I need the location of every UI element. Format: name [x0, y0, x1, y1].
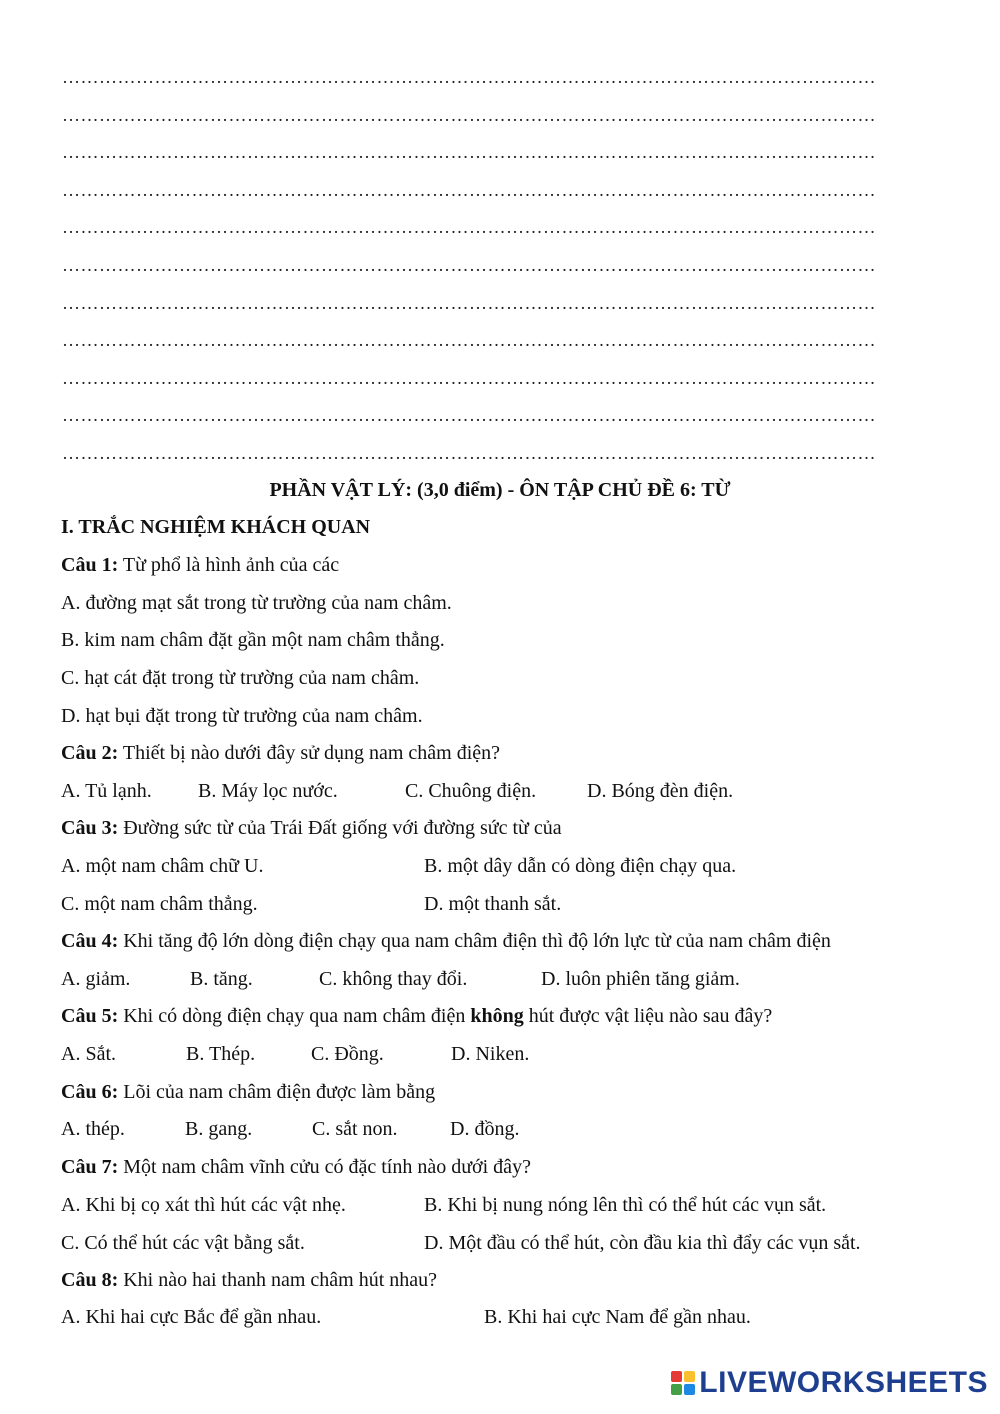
- q7-option-d: D. Một đầu có thể hút, còn đầu kia thì đẩy các vụn sắt.: [424, 1232, 861, 1254]
- page-title: PHẦN VẬT LÝ: (3,0 điểm) - ÔN TẬP CHỦ ĐỀ 6: TỪ: [269, 479, 731, 501]
- q4-option-b: B. tăng.: [190, 968, 253, 990]
- q1-option-b: B. kim nam châm đặt gần một nam châm thẳng.: [61, 629, 445, 651]
- q7-option-c: C. Có thể hút các vật bằng sắt.: [61, 1232, 305, 1254]
- logo-square-green: [671, 1384, 682, 1395]
- q2-option-c: C. Chuông điện.: [405, 780, 537, 802]
- q3-option-d: D. một thanh sắt.: [424, 893, 562, 915]
- section-heading: I. TRẮC NGHIỆM KHÁCH QUAN: [61, 516, 371, 538]
- question-emphasis: không: [470, 1005, 524, 1027]
- question-label: Câu 5:: [61, 1005, 119, 1027]
- answer-line: ……………………………………………………………………………………………………………………: [62, 367, 876, 388]
- answer-line: ……………………………………………………………………………………………………………………: [62, 67, 876, 87]
- question-2: [61, 741, 500, 765]
- question-text: Khi có dòng điện chạy qua nam châm điện: [118, 1005, 471, 1027]
- question-text: Khi nào hai thanh nam châm hút nhau?: [118, 1269, 438, 1291]
- question-label: Câu 2:: [61, 742, 119, 764]
- question-text: Một nam châm vĩnh cửu có đặc tính nào dưới đây?: [118, 1156, 531, 1178]
- q8-option-b: B. Khi hai cực Nam để gần nhau.: [484, 1306, 751, 1328]
- question-5: [61, 1004, 772, 1028]
- logo-square-yellow: [684, 1371, 695, 1382]
- answer-line: ……………………………………………………………………………………………………………………: [62, 104, 876, 125]
- answer-line: ……………………………………………………………………………………………………………………: [62, 330, 876, 351]
- q3-option-a: A. một nam châm chữ U.: [61, 855, 264, 877]
- q5-option-b: B. Thép.: [186, 1043, 256, 1065]
- q3-option-b: B. một dây dẫn có dòng điện chạy qua.: [424, 855, 737, 877]
- q6-option-d: D. đồng.: [450, 1118, 520, 1140]
- q5-option-c: C. Đồng.: [311, 1043, 384, 1065]
- question-text: Lõi của nam châm điện được làm bằng: [118, 1081, 436, 1103]
- q6-option-a: A. thép.: [61, 1118, 125, 1140]
- liveworksheets-wordmark: LIVEWORKSHEETS: [699, 1366, 988, 1399]
- question-7: [61, 1155, 531, 1179]
- q4-option-d: D. luôn phiên tăng giảm.: [541, 968, 740, 990]
- answer-line: ……………………………………………………………………………………………………………………: [62, 142, 876, 163]
- q7-option-b: B. Khi bị nung nóng lên thì có thể hút các vụn sắt.: [424, 1194, 827, 1216]
- question-text: hút được vật liệu nào sau đây?: [523, 1005, 773, 1027]
- q4-option-a: A. giảm.: [61, 968, 131, 990]
- q1-option-a: A. đường mạt sắt trong từ trường của nam châm.: [61, 592, 452, 614]
- liveworksheets-logo-icon: [671, 1371, 695, 1395]
- logo-square-blue: [684, 1384, 695, 1395]
- q5-option-d: D. Niken.: [451, 1043, 530, 1065]
- q6-option-b: B. gang.: [185, 1118, 253, 1140]
- question-8: [61, 1268, 437, 1292]
- q4-option-c: C. không thay đổi.: [319, 968, 468, 990]
- q2-option-b: B. Máy lọc nước.: [198, 780, 338, 802]
- q5-option-a: A. Sắt.: [61, 1043, 116, 1065]
- q1-option-d: D. hạt bụi đặt trong từ trường của nam châm.: [61, 705, 423, 727]
- question-label: Câu 4:: [61, 930, 119, 952]
- question-text: Khi tăng độ lớn dòng điện chạy qua nam châm điện thì độ lớn lực từ của nam châm điện: [118, 930, 831, 952]
- question-3: [61, 816, 562, 840]
- question-label: Câu 3:: [61, 817, 119, 839]
- q3-option-c: C. một nam châm thẳng.: [61, 893, 258, 915]
- question-text: Từ phổ là hình ảnh của các: [118, 554, 340, 576]
- q8-option-a: A. Khi hai cực Bắc để gần nhau.: [61, 1306, 322, 1328]
- question-6: [61, 1080, 435, 1104]
- answer-line: ……………………………………………………………………………………………………………………: [62, 255, 876, 275]
- question-1: [61, 553, 339, 577]
- q1-option-c: C. hạt cát đặt trong từ trường của nam châm.: [61, 667, 420, 689]
- answer-line: ……………………………………………………………………………………………………………………: [62, 292, 876, 313]
- q2-option-d: D. Bóng đèn điện.: [587, 780, 734, 802]
- question-text: Thiết bị nào dưới đây sử dụng nam châm điện?: [118, 742, 501, 764]
- question-4: [61, 929, 831, 953]
- answer-line: ……………………………………………………………………………………………………………………: [62, 179, 876, 200]
- answer-line: ……………………………………………………………………………………………………………………: [62, 443, 876, 463]
- logo-square-red: [671, 1371, 682, 1382]
- question-text: Đường sức từ của Trái Đất giống với đường sức từ của: [118, 817, 562, 839]
- question-label: Câu 7:: [61, 1156, 119, 1178]
- question-label: Câu 1:: [61, 554, 119, 576]
- answer-line: ……………………………………………………………………………………………………………………: [62, 217, 876, 238]
- q2-option-a: A. Tủ lạnh.: [61, 780, 152, 802]
- question-label: Câu 8:: [61, 1269, 119, 1291]
- answer-line: ……………………………………………………………………………………………………………………: [62, 405, 876, 426]
- question-label: Câu 6:: [61, 1081, 119, 1103]
- q7-option-a: A. Khi bị cọ xát thì hút các vật nhẹ.: [61, 1194, 346, 1216]
- liveworksheets-logo: [671, 1366, 988, 1400]
- q6-option-c: C. sắt non.: [312, 1118, 398, 1140]
